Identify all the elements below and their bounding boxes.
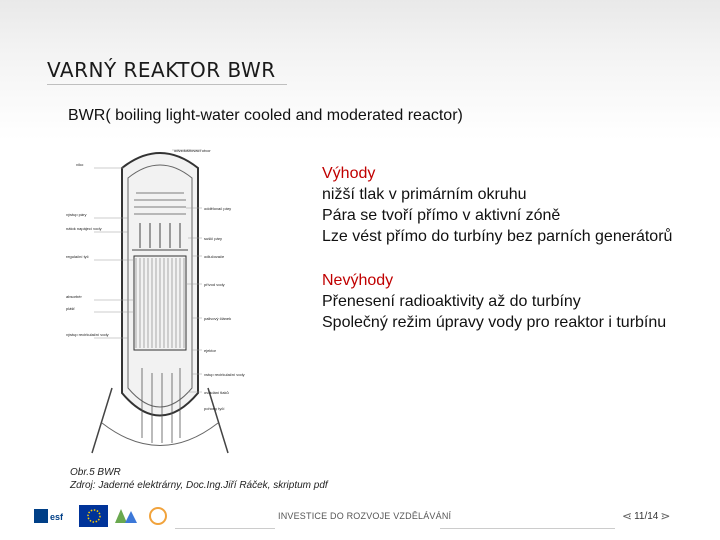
op-logo-icon — [144, 505, 171, 527]
msmt-logo-icon — [111, 505, 140, 527]
figure-label: palivový článek — [204, 316, 232, 321]
figure-label: ejektor — [204, 348, 217, 353]
advantages-block — [322, 163, 672, 247]
advantage-item: nižší tlak v primárním okruhu — [322, 186, 527, 203]
figure-label: nátok napájecí vody — [66, 226, 102, 231]
advantage-item: Pára se tvoří přímo v aktivní zóně — [322, 207, 561, 224]
figure-label: absorbér — [66, 294, 82, 299]
caption-line: Obr.5 BWR — [70, 467, 121, 478]
figure-label: regulační tyč — [66, 254, 89, 259]
title-underline — [47, 84, 287, 85]
figure-label: odvzdušňovací otvor — [174, 148, 211, 153]
figure-label: odlučovače — [204, 254, 225, 259]
disadvantage-item: Přenesení radioaktivity až do turbíny — [322, 293, 581, 310]
figure-label: pohony tyčí — [204, 406, 225, 411]
caption-source: Zdroj: Jaderné elektrárny, Doc.Ing.Jiří Ráček, skriptum pdf — [70, 480, 328, 491]
svg-text:esf: esf — [50, 512, 64, 522]
figure-label: oddělovač páry — [204, 206, 232, 211]
figure-label: plášť — [66, 306, 75, 311]
advantage-item: Lze vést přímo do turbíny bez parních generátorů — [322, 228, 673, 245]
advantages-heading: Výhody — [322, 165, 376, 182]
footer-text: INVESTICE DO ROZVOJE VZDĚLÁVÁNÍ — [278, 511, 452, 521]
figure-label: výstup páry — [66, 212, 87, 217]
slide-pager — [622, 509, 670, 523]
slide-title: VARNÝ REAKTOR BWR — [47, 58, 276, 82]
slide-subtitle: BWR( boiling light-water cooled and moderated reactor) — [68, 107, 463, 124]
reactor-diagram — [62, 138, 258, 460]
figure-label: výstup recirkulační vody — [66, 332, 109, 337]
disadvantages-heading: Nevýhody — [322, 272, 394, 289]
footer-divider — [440, 528, 615, 529]
page-number: 11/14 — [634, 510, 659, 522]
figure-label: přívod vody — [204, 282, 225, 287]
figure-label: víko — [76, 162, 84, 167]
figure-caption — [70, 466, 328, 492]
prev-arrow-icon[interactable]: ⋖ — [622, 509, 633, 523]
footer-logos — [33, 505, 171, 527]
eu-flag-icon — [79, 505, 108, 527]
next-arrow-icon[interactable]: ⋗ — [660, 509, 671, 523]
figure-label: sušič páry — [204, 236, 223, 241]
footer-divider — [175, 528, 275, 529]
figure-label: vstup recirkulační vody — [204, 372, 245, 377]
esf-logo-icon — [33, 505, 76, 527]
figure-label: ovládání tlaků — [204, 390, 229, 395]
disadvantages-block — [322, 270, 666, 333]
disadvantage-item: Společný režim úpravy vody pro reaktor i turbínu — [322, 314, 667, 331]
